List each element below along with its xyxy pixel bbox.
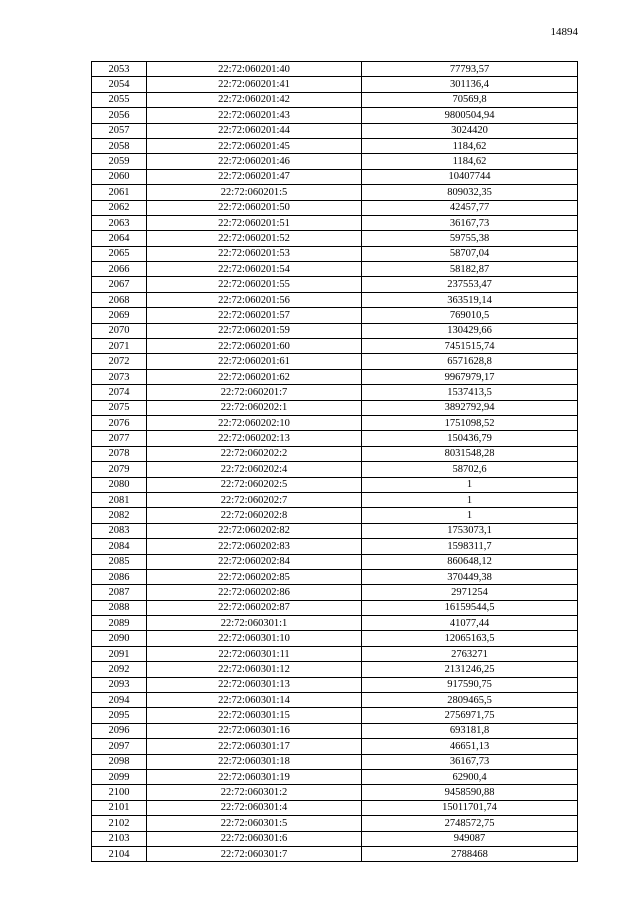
value-cell: 1753073,1: [362, 523, 578, 538]
table-row: [92, 693, 578, 708]
table-row: [92, 215, 578, 230]
cadastral-number-cell: 22:72:060301:7: [147, 846, 362, 861]
cadastral-number-cell: 22:72:060301:2: [147, 785, 362, 800]
cadastral-number-cell: 22:72:060201:51: [147, 215, 362, 230]
row-number-cell: 2098: [92, 754, 147, 769]
table-row: [92, 339, 578, 354]
table-row: [92, 400, 578, 415]
table-row: [92, 708, 578, 723]
value-cell: 42457,77: [362, 200, 578, 215]
table-row: [92, 292, 578, 307]
row-number-cell: 2087: [92, 585, 147, 600]
value-cell: 9800504,94: [362, 108, 578, 123]
table-row: [92, 569, 578, 584]
cadastral-number-cell: 22:72:060201:56: [147, 292, 362, 307]
value-cell: 59755,38: [362, 231, 578, 246]
value-cell: 3892792,94: [362, 400, 578, 415]
table-row: [92, 246, 578, 261]
table-row: [92, 831, 578, 846]
row-number-cell: 2058: [92, 138, 147, 153]
value-cell: 2971254: [362, 585, 578, 600]
table-row: [92, 138, 578, 153]
table-row: [92, 646, 578, 661]
cadastral-number-cell: 22:72:060201:59: [147, 323, 362, 338]
value-cell: 41077,44: [362, 616, 578, 631]
cadastral-number-cell: 22:72:060202:5: [147, 477, 362, 492]
row-number-cell: 2092: [92, 662, 147, 677]
row-number-cell: 2101: [92, 800, 147, 815]
cadastral-number-cell: 22:72:060301:16: [147, 723, 362, 738]
table-row: [92, 739, 578, 754]
row-number-cell: 2096: [92, 723, 147, 738]
cadastral-number-cell: 22:72:060201:50: [147, 200, 362, 215]
row-number-cell: 2073: [92, 369, 147, 384]
table-row: [92, 631, 578, 646]
value-cell: 12065163,5: [362, 631, 578, 646]
table-row: [92, 462, 578, 477]
value-cell: 1751098,52: [362, 415, 578, 430]
value-cell: 130429,66: [362, 323, 578, 338]
cadastral-number-cell: 22:72:060202:13: [147, 431, 362, 446]
table-row: [92, 77, 578, 92]
row-number-cell: 2062: [92, 200, 147, 215]
row-number-cell: 2069: [92, 308, 147, 323]
table-row: [92, 431, 578, 446]
value-cell: 7451515,74: [362, 339, 578, 354]
value-cell: 9458590,88: [362, 785, 578, 800]
cadastral-number-cell: 22:72:060201:52: [147, 231, 362, 246]
value-cell: 70569,8: [362, 92, 578, 107]
row-number-cell: 2057: [92, 123, 147, 138]
cadastral-number-cell: 22:72:060201:45: [147, 138, 362, 153]
cadastral-number-cell: 22:72:060301:19: [147, 769, 362, 784]
cadastral-number-cell: 22:72:060201:53: [147, 246, 362, 261]
table-row: [92, 354, 578, 369]
row-number-cell: 2072: [92, 354, 147, 369]
table-row: [92, 323, 578, 338]
cadastral-value-table: [91, 61, 578, 862]
value-cell: 363519,14: [362, 292, 578, 307]
cadastral-number-cell: 22:72:060202:85: [147, 569, 362, 584]
table-row: [92, 846, 578, 861]
cadastral-number-cell: 22:72:060201:54: [147, 262, 362, 277]
cadastral-number-cell: 22:72:060301:6: [147, 831, 362, 846]
value-cell: 58182,87: [362, 262, 578, 277]
table-row: [92, 108, 578, 123]
cadastral-number-cell: 22:72:060202:84: [147, 554, 362, 569]
row-number-cell: 2053: [92, 62, 147, 77]
row-number-cell: 2066: [92, 262, 147, 277]
table-row: [92, 585, 578, 600]
cadastral-number-cell: 22:72:060201:62: [147, 369, 362, 384]
table-row: [92, 231, 578, 246]
value-cell: 860648,12: [362, 554, 578, 569]
table-row: [92, 492, 578, 507]
table-row: [92, 200, 578, 215]
cadastral-number-cell: 22:72:060301:18: [147, 754, 362, 769]
cadastral-number-cell: 22:72:060201:41: [147, 77, 362, 92]
value-cell: 3024420: [362, 123, 578, 138]
cadastral-number-cell: 22:72:060202:4: [147, 462, 362, 477]
row-number-cell: 2067: [92, 277, 147, 292]
value-cell: 1537413,5: [362, 385, 578, 400]
cadastral-number-cell: 22:72:060201:44: [147, 123, 362, 138]
table-row: [92, 277, 578, 292]
value-cell: 949087: [362, 831, 578, 846]
value-cell: 9967979,17: [362, 369, 578, 384]
cadastral-number-cell: 22:72:060301:4: [147, 800, 362, 815]
row-number-cell: 2091: [92, 646, 147, 661]
value-cell: 2756971,75: [362, 708, 578, 723]
row-number-cell: 2070: [92, 323, 147, 338]
cadastral-number-cell: 22:72:060201:55: [147, 277, 362, 292]
cadastral-number-cell: 22:72:060201:46: [147, 154, 362, 169]
value-cell: 693181,8: [362, 723, 578, 738]
table-row: [92, 415, 578, 430]
table-row: [92, 769, 578, 784]
page-number: 14894: [550, 26, 578, 38]
row-number-cell: 2075: [92, 400, 147, 415]
cadastral-number-cell: 22:72:060202:10: [147, 415, 362, 430]
row-number-cell: 2063: [92, 215, 147, 230]
row-number-cell: 2080: [92, 477, 147, 492]
table-row: [92, 723, 578, 738]
cadastral-number-cell: 22:72:060301:17: [147, 739, 362, 754]
row-number-cell: 2076: [92, 415, 147, 430]
cadastral-number-cell: 22:72:060201:57: [147, 308, 362, 323]
value-cell: 2748572,75: [362, 816, 578, 831]
cadastral-number-cell: 22:72:060202:1: [147, 400, 362, 415]
table-row: [92, 385, 578, 400]
cadastral-number-cell: 22:72:060301:13: [147, 677, 362, 692]
row-number-cell: 2060: [92, 169, 147, 184]
row-number-cell: 2084: [92, 539, 147, 554]
table-row: [92, 508, 578, 523]
row-number-cell: 2095: [92, 708, 147, 723]
value-cell: 1184,62: [362, 154, 578, 169]
row-number-cell: 2064: [92, 231, 147, 246]
row-number-cell: 2083: [92, 523, 147, 538]
value-cell: 301136,4: [362, 77, 578, 92]
table-row: [92, 785, 578, 800]
row-number-cell: 2061: [92, 185, 147, 200]
cadastral-number-cell: 22:72:060202:7: [147, 492, 362, 507]
row-number-cell: 2059: [92, 154, 147, 169]
value-cell: 10407744: [362, 169, 578, 184]
cadastral-number-cell: 22:72:060301:15: [147, 708, 362, 723]
row-number-cell: 2081: [92, 492, 147, 507]
row-number-cell: 2079: [92, 462, 147, 477]
value-cell: 36167,73: [362, 754, 578, 769]
cadastral-number-cell: 22:72:060202:8: [147, 508, 362, 523]
value-cell: 46651,13: [362, 739, 578, 754]
table-row: [92, 62, 578, 77]
cadastral-number-cell: 22:72:060201:40: [147, 62, 362, 77]
table-row: [92, 616, 578, 631]
table-body: [92, 62, 578, 862]
row-number-cell: 2093: [92, 677, 147, 692]
row-number-cell: 2065: [92, 246, 147, 261]
table-row: [92, 523, 578, 538]
table-row: [92, 92, 578, 107]
table-row: [92, 554, 578, 569]
value-cell: 150436,79: [362, 431, 578, 446]
row-number-cell: 2104: [92, 846, 147, 861]
row-number-cell: 2077: [92, 431, 147, 446]
value-cell: 2788468: [362, 846, 578, 861]
value-cell: 1: [362, 477, 578, 492]
row-number-cell: 2102: [92, 816, 147, 831]
cadastral-number-cell: 22:72:060202:2: [147, 446, 362, 461]
row-number-cell: 2100: [92, 785, 147, 800]
cadastral-number-cell: 22:72:060301:12: [147, 662, 362, 677]
row-number-cell: 2088: [92, 600, 147, 615]
value-cell: 36167,73: [362, 215, 578, 230]
row-number-cell: 2094: [92, 693, 147, 708]
value-cell: 2131246,25: [362, 662, 578, 677]
row-number-cell: 2056: [92, 108, 147, 123]
cadastral-number-cell: 22:72:060201:43: [147, 108, 362, 123]
table-row: [92, 800, 578, 815]
row-number-cell: 2103: [92, 831, 147, 846]
value-cell: 1598311,7: [362, 539, 578, 554]
table-row: [92, 446, 578, 461]
value-cell: 237553,47: [362, 277, 578, 292]
table-row: [92, 677, 578, 692]
table-row: [92, 369, 578, 384]
value-cell: 1: [362, 492, 578, 507]
table-row: [92, 816, 578, 831]
row-number-cell: 2068: [92, 292, 147, 307]
table-row: [92, 308, 578, 323]
table-row: [92, 600, 578, 615]
table-row: [92, 754, 578, 769]
row-number-cell: 2055: [92, 92, 147, 107]
table-row: [92, 477, 578, 492]
row-number-cell: 2082: [92, 508, 147, 523]
cadastral-number-cell: 22:72:060201:61: [147, 354, 362, 369]
table-row: [92, 262, 578, 277]
value-cell: 58707,04: [362, 246, 578, 261]
value-cell: 809032,35: [362, 185, 578, 200]
row-number-cell: 2054: [92, 77, 147, 92]
cadastral-number-cell: 22:72:060301:1: [147, 616, 362, 631]
cadastral-number-cell: 22:72:060301:5: [147, 816, 362, 831]
cadastral-number-cell: 22:72:060201:42: [147, 92, 362, 107]
row-number-cell: 2078: [92, 446, 147, 461]
cadastral-number-cell: 22:72:060202:83: [147, 539, 362, 554]
row-number-cell: 2089: [92, 616, 147, 631]
cadastral-number-cell: 22:72:060301:10: [147, 631, 362, 646]
row-number-cell: 2099: [92, 769, 147, 784]
value-cell: 58702,6: [362, 462, 578, 477]
table-row: [92, 539, 578, 554]
table-row: [92, 169, 578, 184]
cadastral-number-cell: 22:72:060201:5: [147, 185, 362, 200]
table-row: [92, 123, 578, 138]
value-cell: 2763271: [362, 646, 578, 661]
table-row: [92, 662, 578, 677]
value-cell: 6571628,8: [362, 354, 578, 369]
value-cell: 917590,75: [362, 677, 578, 692]
cadastral-number-cell: 22:72:060202:82: [147, 523, 362, 538]
value-cell: 8031548,28: [362, 446, 578, 461]
value-cell: 16159544,5: [362, 600, 578, 615]
cadastral-number-cell: 22:72:060202:87: [147, 600, 362, 615]
table-row: [92, 154, 578, 169]
value-cell: 2809465,5: [362, 693, 578, 708]
row-number-cell: 2074: [92, 385, 147, 400]
cadastral-number-cell: 22:72:060202:86: [147, 585, 362, 600]
cadastral-number-cell: 22:72:060201:60: [147, 339, 362, 354]
cadastral-number-cell: 22:72:060301:14: [147, 693, 362, 708]
value-cell: 77793,57: [362, 62, 578, 77]
row-number-cell: 2086: [92, 569, 147, 584]
value-cell: 15011701,74: [362, 800, 578, 815]
value-cell: 62900,4: [362, 769, 578, 784]
row-number-cell: 2085: [92, 554, 147, 569]
table-row: [92, 185, 578, 200]
row-number-cell: 2097: [92, 739, 147, 754]
row-number-cell: 2071: [92, 339, 147, 354]
cadastral-number-cell: 22:72:060201:7: [147, 385, 362, 400]
value-cell: 1184,62: [362, 138, 578, 153]
row-number-cell: 2090: [92, 631, 147, 646]
value-cell: 370449,38: [362, 569, 578, 584]
value-cell: 1: [362, 508, 578, 523]
cadastral-number-cell: 22:72:060301:11: [147, 646, 362, 661]
cadastral-number-cell: 22:72:060201:47: [147, 169, 362, 184]
value-cell: 769010,5: [362, 308, 578, 323]
